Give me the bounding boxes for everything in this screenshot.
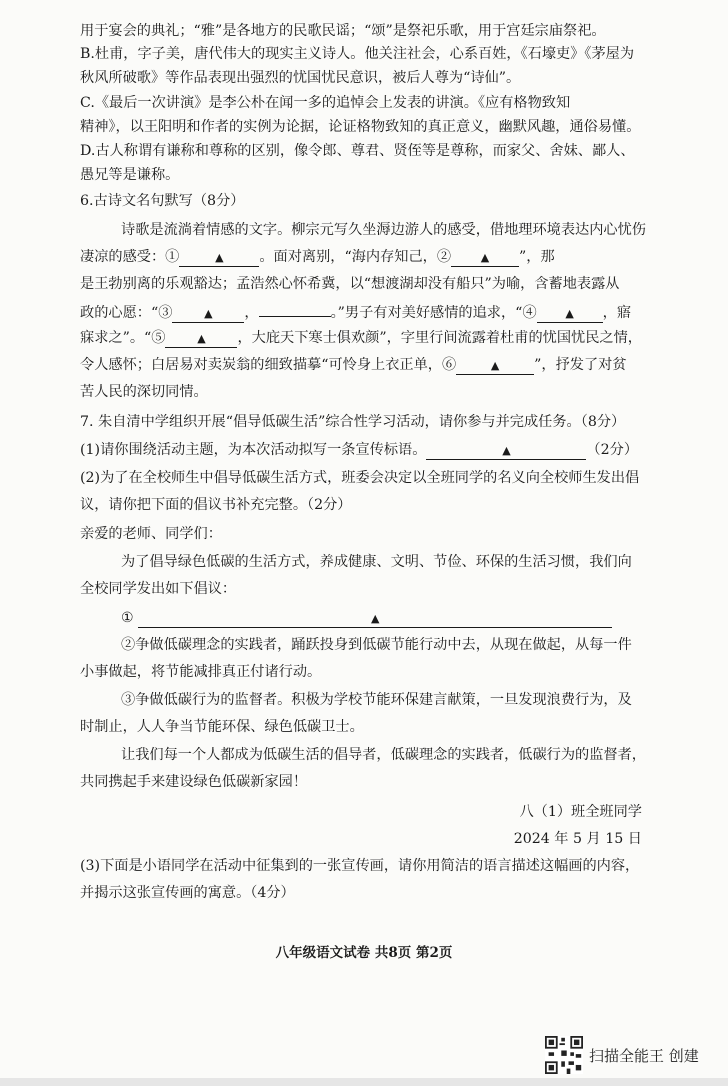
letter-date: 2024 年 5 月 15 日 (513, 831, 642, 847)
text-line: B.杜甫，字子美，唐代伟大的现实主义诗人。他关注社会，心系百姓，《石壕吏》《茅屋为 (80, 46, 635, 62)
q7-part3: (3)下面是小语同学在活动中征集到的一张宣传画，请你用简洁的语言描述这幅画的内容， (80, 858, 640, 874)
scanner-watermark (545, 1036, 699, 1074)
q6-text: ， (244, 305, 259, 321)
answer-blank-3b[interactable] (259, 300, 331, 317)
letter-closing: 共同携起手来建设绿色低碳新家园！ (80, 774, 308, 790)
proposal-item-3: ③争做低碳行为的监督者。积极为学校节能环保建言献策，一旦发现浪费行为，及 (121, 692, 632, 708)
proposal-blank[interactable] (138, 611, 612, 628)
proposal-item-2: 小事做起，将节能减排真正付诸行动。 (80, 664, 322, 680)
answer-blank-2[interactable] (451, 250, 519, 267)
blank-marker: ▲ (490, 359, 500, 372)
text-line: 用于宴会的典礼；“雅”是各地方的民歌民谣；“颂”是祭祀乐歌，用于宫廷宗庙祭祀。 (80, 23, 606, 39)
q6-text: 令人感怀；白居易对卖炭翁的细致描摹“可怜身上衣正单，⑥ (80, 357, 457, 373)
answer-blank-6[interactable] (456, 358, 534, 375)
bottom-strip (0, 1078, 728, 1086)
q7-part3: 并揭示这张宣传画的寓意。（4分） (80, 885, 295, 901)
letter-closing: 让我们每一个人都成为低碳生活的倡导者，低碳理念的实践者，低碳行为的监督者， (121, 747, 646, 763)
blank-marker: ▲ (565, 307, 574, 320)
page-footer: 八年级语文试卷 共8页 第2页 (275, 945, 453, 961)
q6-text: ”，那 (519, 249, 555, 265)
q6-text: 政的心愿：“③ (80, 305, 173, 321)
proposal-item-3: 时制止，人人争当节能环保、绿色低碳卫士。 (80, 719, 364, 735)
slogan-blank[interactable] (426, 443, 586, 460)
q6-text: 。”男子有对美好感情的追求，“④ (330, 305, 537, 321)
letter-salutation: 亲爱的老师、同学们： (80, 526, 222, 542)
q7-part2: (2)为了在全校师生中倡导低碳生活方式，班委会决定以全班同学的名义向全校师生发出倡 (80, 470, 640, 486)
answer-blank-5[interactable] (165, 331, 237, 348)
q6-text: 寐求之”。“⑤ (80, 330, 166, 346)
blank-marker: ▲ (197, 332, 206, 345)
q6-text: 。面对离别，“海内存知己，② (259, 249, 452, 265)
q7-part2: 议，请你把下面的倡议书补充完整。（2分） (80, 497, 352, 513)
text-line: 秋风所破歌》等作品表现出强烈的忧国忧民意识，被后人尊为“诗仙”。 (80, 70, 521, 86)
text-line: D.古人称谓有谦称和尊称的区别，像令郎、尊君、贤侄等是尊称，而家父、舍妹、鄙人、 (80, 143, 635, 159)
q6-line (80, 327, 642, 349)
q6-line (80, 300, 631, 324)
answer-blank-4[interactable] (537, 306, 603, 323)
q7-text: ① (121, 610, 134, 626)
qr-code-icon (545, 1036, 583, 1074)
answer-blank-1[interactable] (179, 250, 259, 267)
letter-body: 全校同学发出如下倡议： (80, 581, 237, 597)
proposal-item-2: ②争做低碳理念的实践者，踊跃投身到低碳节能行动中去，从现在做起，从每一件 (121, 637, 632, 653)
blank-marker: ▲ (480, 251, 490, 264)
letter-signature: 八（1）班全班同学 (519, 804, 642, 820)
question-7-heading: 7. 朱自清中学组织开展“倡导低碳生活”综合性学习活动，请你参与并完成任务。（8分） (80, 414, 626, 430)
text-line: 愚兄等是谦称。 (80, 167, 180, 183)
q7-text: （2分） (586, 442, 639, 458)
text-line: 精神》，以王阳明和作者的实例为论据，论证格物致知的真正意义，幽默风趣，通俗易懂。 (80, 119, 641, 135)
blank-marker: ▲ (215, 251, 224, 264)
q6-line: 苦人民的深切同情。 (80, 384, 208, 400)
q6-text: 凄凉的感受：① (80, 249, 180, 265)
blank-marker: ▲ (502, 444, 511, 457)
q6-text: ”，抒发了对贫 (534, 357, 627, 373)
q7-part1 (80, 439, 638, 461)
letter-body: 为了倡导绿色低碳的生活方式，养成健康、文明、节俭、环保的生活习惯，我们向 (121, 554, 632, 570)
q6-line: 诗歌是流淌着情感的文字。柳宗元写久坐溽边游人的感受，借地理环境表达内心忧伤 (121, 222, 646, 238)
watermark-text: 扫描全能王 创建 (589, 1046, 699, 1065)
q6-text: ，寤 (602, 305, 632, 321)
q6-line (80, 354, 627, 376)
q6-text: ，大庇天下寒士俱欢颜”，字里行间流露着杜甫的忧国忧民之情， (237, 330, 642, 346)
blank-marker: ▲ (371, 612, 380, 625)
q6-line (80, 246, 555, 268)
question-6-heading: 6.古诗文名句默写（8分） (80, 193, 245, 209)
blank-marker: ▲ (204, 307, 213, 320)
q7-text: (1)请你围绕活动主题，为本次活动拟写一条宣传标语。 (80, 442, 427, 458)
q6-line: 是王勃别离的乐观豁达；孟浩然心怀希冀，以“想渡湖却没有船只”为喻，含蓄地表露从 (80, 276, 620, 292)
proposal-item-1 (121, 607, 612, 629)
answer-blank-3a[interactable] (172, 306, 244, 323)
text-line: C.《最后一次讲演》是李公朴在闻一多的追悼会上发表的讲演。《应有格物致知 (80, 95, 571, 111)
